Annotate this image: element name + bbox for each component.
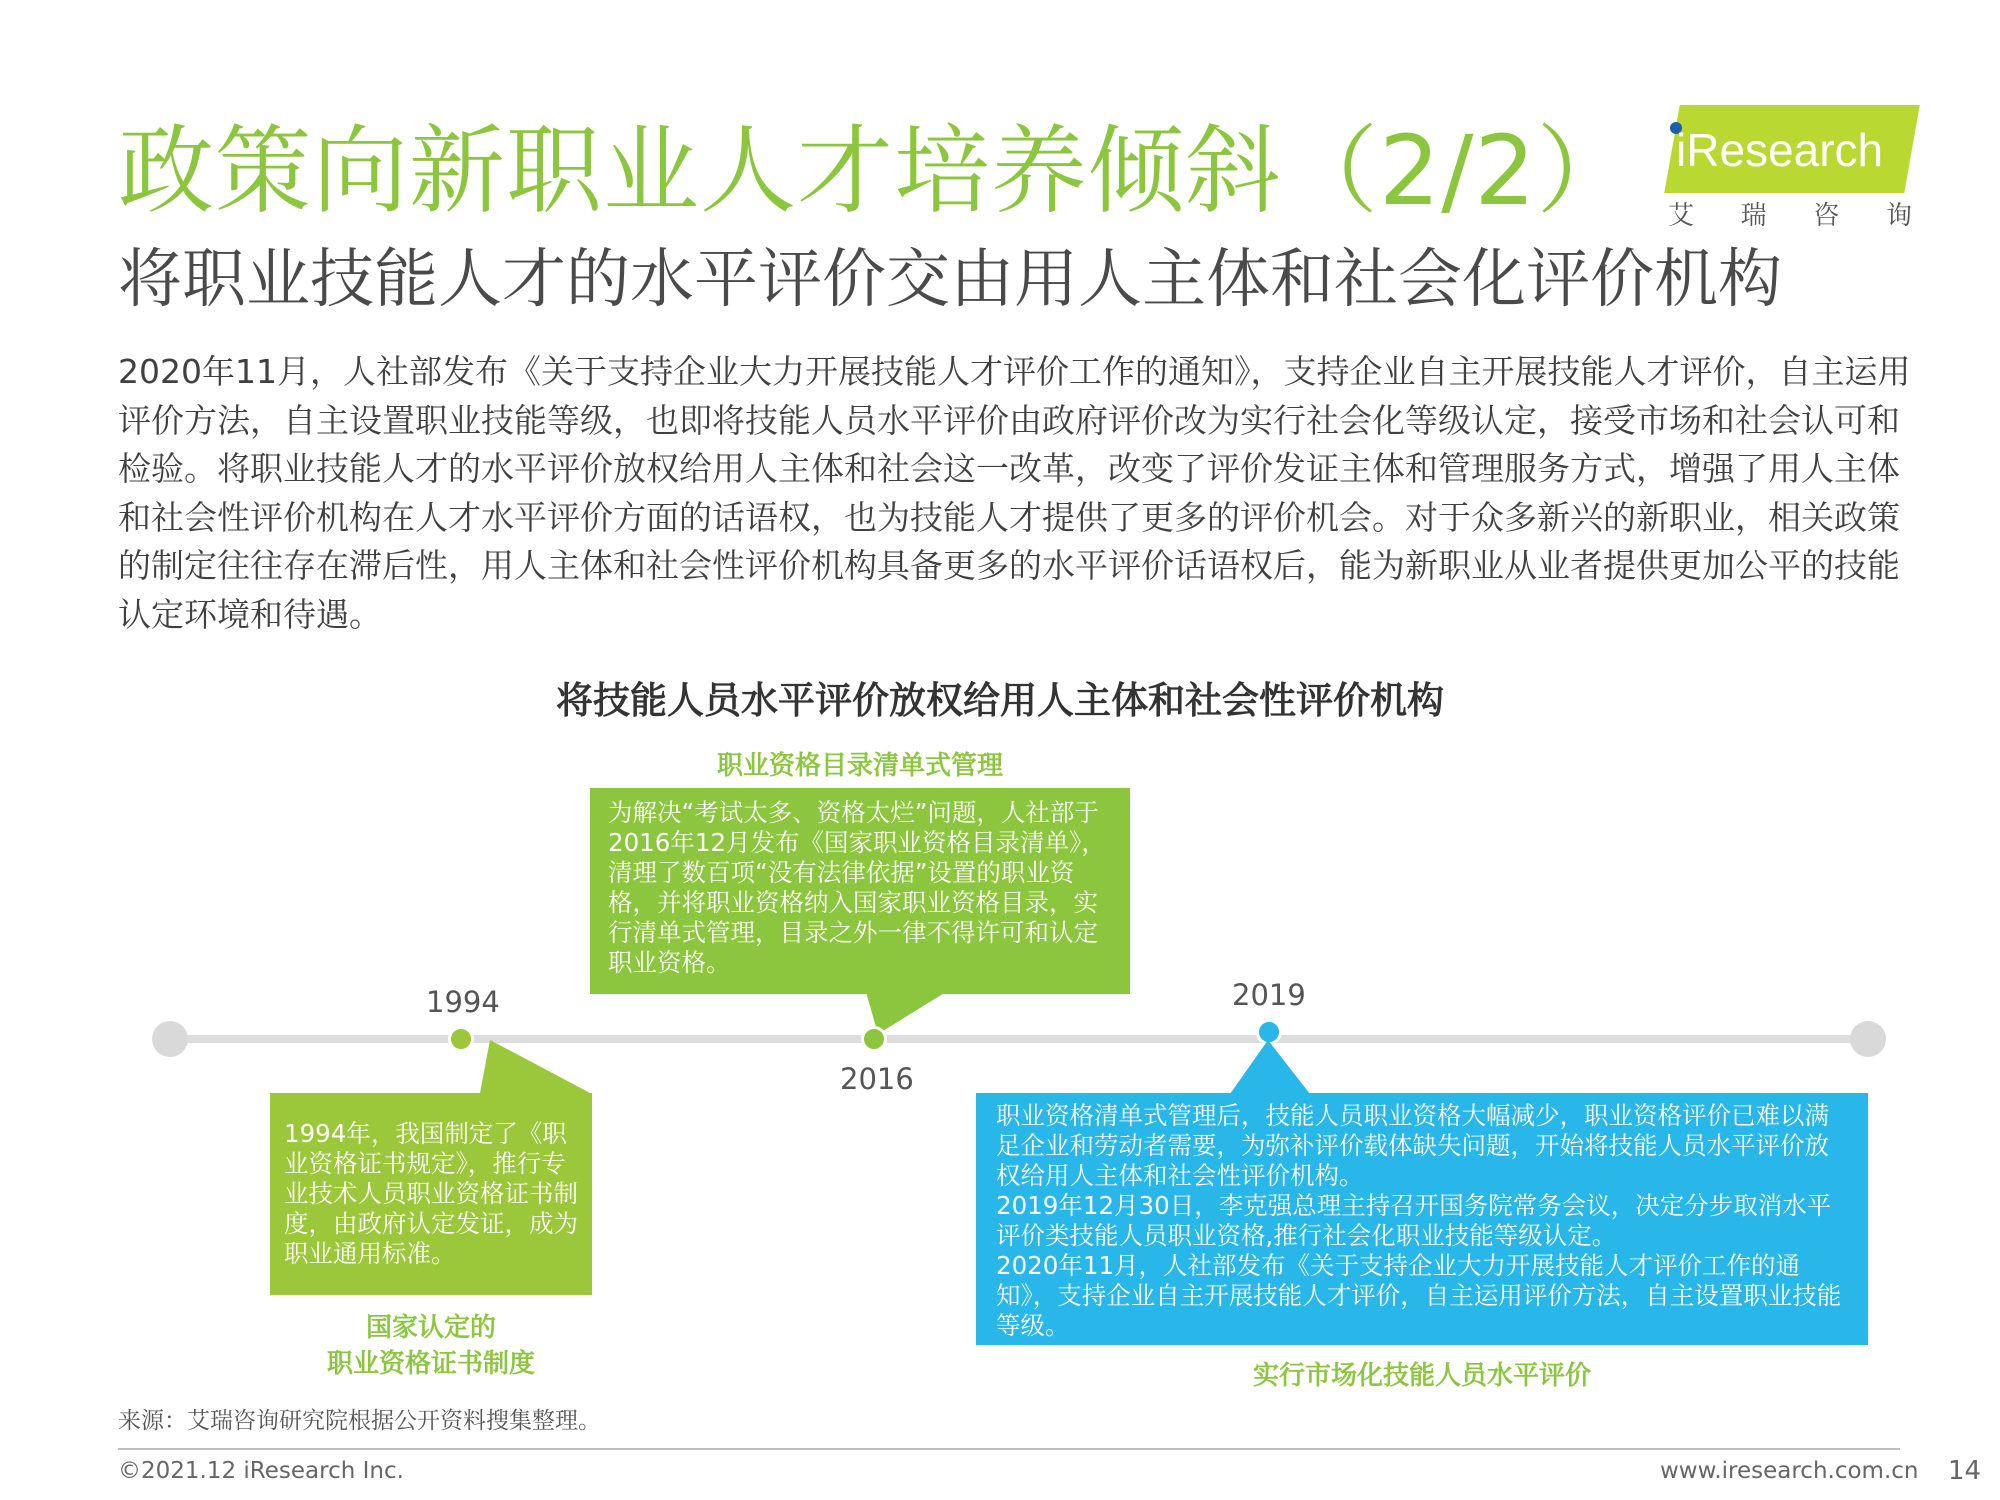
page-number: 14 xyxy=(1948,1456,1982,1486)
event-label-1994: 国家认定的 职业资格证书制度 xyxy=(326,1313,535,1379)
event-2019-paragraph: 2020年11月，人社部发布《关于支持企业大力开展技能人才评价工作的通知》，支持企业自主开展技能人才评价，自主运用评价方法，自主设置职业技能等级。 xyxy=(996,1251,1842,1340)
timeline-axis xyxy=(168,1035,1868,1043)
intro-paragraph: 2020年11月，人社部发布《关于支持企业大力开展技能人才评价工作的通知》，支持企业自主开展技能人才评价，自主运用评价方法，自主设置职业技能等级，也即将技能人员水平评价由政府评价改为实行社会化等级认定，接受市场和社会认可和检验。将职业技能人才的水平评价放权给用人主体和社会这一改革，改变了评价发证主体和管理服务方式，增强了用人主体和社会性评价机构在人才水平评价方面的话语权，也为技能人才提供了更多的评价机会。对于众多新兴的新职业，相关政策的制定往往存在滞后性，用人主体和社会性评价机构具备更多的水平评价话语权后，能为新职业从业者提供更加公平的技能认定环境和待遇。 xyxy=(118,352,1911,634)
event-box-1994: 1994年，我国制定了《职业资格证书规定》，推行专业技术人员职业资格证书制度，由政府认定发证，成为职业通用标准。 xyxy=(270,1093,592,1295)
website-link[interactable]: www.iresearch.com.cn xyxy=(1660,1458,1919,1484)
event-label-2016: 职业资格目录清单式管理 xyxy=(716,751,1003,781)
source-note: 来源：艾瑞咨询研究院根据公开资料搜集整理。 xyxy=(118,1408,601,1434)
copyright: ©2021.12 iResearch Inc. xyxy=(118,1458,404,1484)
diagram-title: 将技能人员水平评价放权给用人主体和社会性评价机构 xyxy=(556,679,1444,722)
event-2019-paragraph: 2019年12月30日，李克强总理主持召开国务院常务会议，决定分步取消水平评价类技能人员职业资格,推行社会化职业技能等级认定。 xyxy=(996,1191,1832,1250)
footer-divider xyxy=(118,1448,1900,1450)
event-label-2019: 实行市场化技能人员水平评价 xyxy=(1252,1361,1591,1391)
callout-pointer-1994 xyxy=(480,1040,600,1100)
timeline-start-cap xyxy=(152,1021,188,1057)
page-title: 政策向新职业人才培养倾斜（2/2） xyxy=(118,115,1634,227)
timeline-marker-1994 xyxy=(448,1026,474,1052)
timeline-marker-2016 xyxy=(861,1026,887,1052)
timeline-end-cap xyxy=(1850,1021,1886,1057)
callout-pointer-2019 xyxy=(1200,1040,1330,1096)
year-2019: 2019 xyxy=(1232,978,1306,1012)
page-subtitle: 将职业技能人才的水平评价交由用人主体和社会化评价机构 xyxy=(118,243,1782,317)
logo-chinese-name: 艾 瑞 咨 询 xyxy=(1668,201,1912,231)
event-box-2016: 为解决“考试太多、资格太烂”问题，人社部于2016年12月发布《国家职业资格目录清单》，清理了数百项“没有法律依据”设置的职业资格，并将职业资格纳入国家职业资格目录，实行清单式管理，目录之外一律不得许可和认定职业资格。 xyxy=(590,788,1130,994)
iresearch-logo xyxy=(1660,105,1920,230)
event-box-2019 xyxy=(976,1093,1868,1345)
logo-wordmark: iResearch xyxy=(1676,124,1884,176)
year-2016: 2016 xyxy=(840,1062,914,1096)
event-2019-paragraph: 职业资格清单式管理后，技能人员职业资格大幅减少，职业资格评价已难以满足企业和劳动者需要，为弥补评价载体缺失问题，开始将技能人员水平评价放权给用人主体和社会性评价机构。 xyxy=(996,1101,1829,1190)
year-1994: 1994 xyxy=(426,985,500,1019)
